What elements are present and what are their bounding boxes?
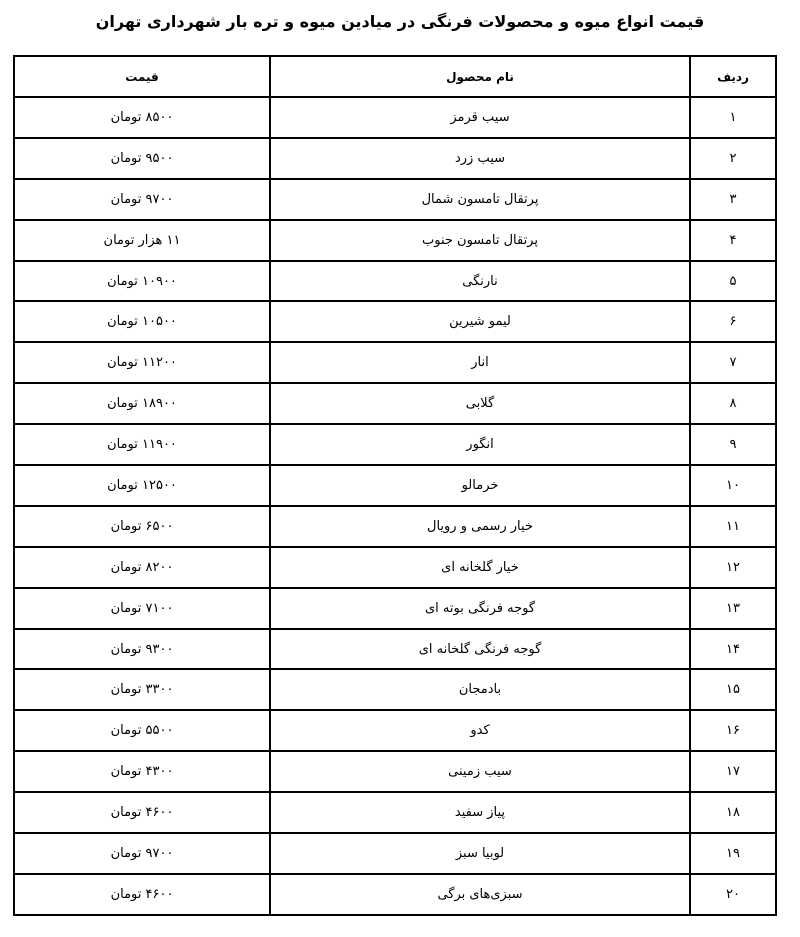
cell-product-name: گوجه فرنگی بوته ای — [270, 588, 690, 629]
cell-price: ۱۱۹۰۰ تومان — [14, 424, 270, 465]
cell-row-number: ۸ — [690, 383, 776, 424]
table-row — [14, 179, 776, 220]
table-row — [14, 629, 776, 670]
cell-product-name: انار — [270, 342, 690, 383]
cell-price: ۹۳۰۰ تومان — [14, 629, 270, 670]
table-row — [14, 506, 776, 547]
cell-row-number: ۳ — [690, 179, 776, 220]
cell-price: ۴۶۰۰ تومان — [14, 874, 270, 915]
cell-price: ۷۱۰۰ تومان — [14, 588, 270, 629]
table-body — [14, 97, 776, 915]
cell-product-name: خیار رسمی و رویال — [270, 506, 690, 547]
cell-price: ۹۵۰۰ تومان — [14, 138, 270, 179]
cell-price: ۴۶۰۰ تومان — [14, 792, 270, 833]
cell-price: ۱۱ هزار تومان — [14, 220, 270, 261]
document-title: قیمت انواع میوه و محصولات فرنگی در میادین میوه و تره بار شهرداری تهران — [95, 12, 705, 31]
cell-row-number: ۱۰ — [690, 465, 776, 506]
table-row — [14, 383, 776, 424]
cell-row-number: ۱۶ — [690, 710, 776, 751]
cell-price: ۱۲۵۰۰ تومان — [14, 465, 270, 506]
cell-product-name: بادمجان — [270, 669, 690, 710]
cell-row-number: ۱ — [690, 97, 776, 138]
table-row — [14, 301, 776, 342]
cell-row-number: ۴ — [690, 220, 776, 261]
table-row — [14, 874, 776, 915]
table-row — [14, 97, 776, 138]
cell-row-number: ۱۵ — [690, 669, 776, 710]
table-row — [14, 424, 776, 465]
cell-product-name: کدو — [270, 710, 690, 751]
table-row — [14, 792, 776, 833]
cell-product-name: پرتقال تامسون جنوب — [270, 220, 690, 261]
table-row — [14, 342, 776, 383]
cell-product-name: سیب قرمز — [270, 97, 690, 138]
table-row — [14, 588, 776, 629]
cell-price: ۴۳۰۰ تومان — [14, 751, 270, 792]
table-row — [14, 833, 776, 874]
table-row — [14, 751, 776, 792]
header-row-number: ردیف — [690, 56, 776, 97]
cell-price: ۸۲۰۰ تومان — [14, 547, 270, 588]
table-row — [14, 710, 776, 751]
cell-price: ۳۳۰۰ تومان — [14, 669, 270, 710]
cell-product-name: سبزی‌های برگی — [270, 874, 690, 915]
cell-row-number: ۱۹ — [690, 833, 776, 874]
cell-product-name: خرمالو — [270, 465, 690, 506]
cell-price: ۶۵۰۰ تومان — [14, 506, 270, 547]
cell-row-number: ۲۰ — [690, 874, 776, 915]
cell-price: ۹۷۰۰ تومان — [14, 833, 270, 874]
header-price: قیمت — [14, 56, 270, 97]
cell-row-number: ۶ — [690, 301, 776, 342]
cell-product-name: سیب زمینی — [270, 751, 690, 792]
cell-product-name: پرتقال تامسون شمال — [270, 179, 690, 220]
cell-product-name: نارنگی — [270, 261, 690, 302]
cell-product-name: سیب زرد — [270, 138, 690, 179]
cell-product-name: گلابی — [270, 383, 690, 424]
price-table — [13, 55, 777, 916]
cell-price: ۸۵۰۰ تومان — [14, 97, 270, 138]
cell-row-number: ۷ — [690, 342, 776, 383]
cell-price: ۱۰۵۰۰ تومان — [14, 301, 270, 342]
table-row — [14, 220, 776, 261]
cell-price: ۱۰۹۰۰ تومان — [14, 261, 270, 302]
cell-row-number: ۲ — [690, 138, 776, 179]
cell-price: ۱۸۹۰۰ تومان — [14, 383, 270, 424]
cell-price: ۵۵۰۰ تومان — [14, 710, 270, 751]
cell-product-name: پیاز سفید — [270, 792, 690, 833]
cell-row-number: ۱۱ — [690, 506, 776, 547]
cell-product-name: لوبیا سبز — [270, 833, 690, 874]
cell-row-number: ۱۲ — [690, 547, 776, 588]
header-product-name: نام محصول — [270, 56, 690, 97]
table-header-row — [14, 56, 776, 97]
table-row — [14, 261, 776, 302]
cell-price: ۹۷۰۰ تومان — [14, 179, 270, 220]
cell-product-name: انگور — [270, 424, 690, 465]
table-row — [14, 465, 776, 506]
cell-product-name: لیمو شیرین — [270, 301, 690, 342]
cell-row-number: ۱۴ — [690, 629, 776, 670]
table-row — [14, 669, 776, 710]
cell-row-number: ۱۷ — [690, 751, 776, 792]
cell-price: ۱۱۲۰۰ تومان — [14, 342, 270, 383]
cell-row-number: ۹ — [690, 424, 776, 465]
table-row — [14, 547, 776, 588]
cell-row-number: ۵ — [690, 261, 776, 302]
table-row — [14, 138, 776, 179]
cell-product-name: گوجه فرنگی گلخانه ای — [270, 629, 690, 670]
cell-product-name: خیار گلخانه ای — [270, 547, 690, 588]
cell-row-number: ۱۸ — [690, 792, 776, 833]
cell-row-number: ۱۳ — [690, 588, 776, 629]
